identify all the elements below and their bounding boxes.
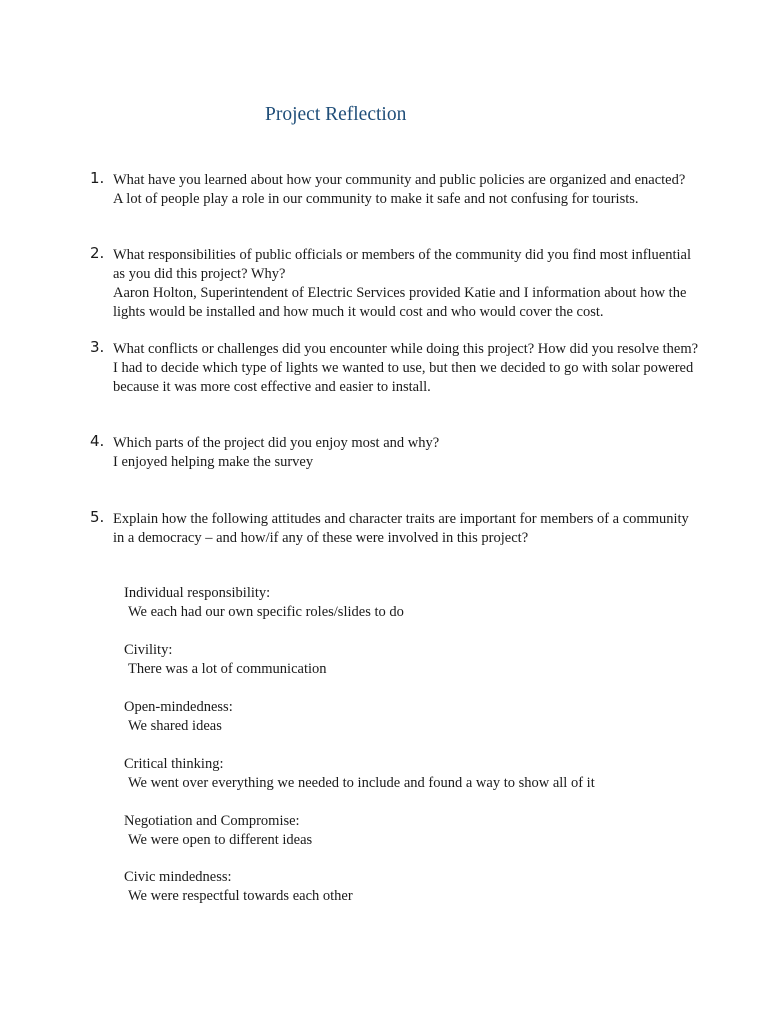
- trait-item-civility: [124, 641, 684, 679]
- question-item-3: [90, 338, 703, 397]
- question-text: What responsibilities of public officials or members of the community did you find most influential as you did this project? Why?: [113, 247, 692, 282]
- page-title: Project Reflection: [265, 104, 407, 125]
- trait-item-civic-mindedness: [124, 868, 684, 906]
- answer-text: Aaron Holton, Superintendent of Electric Services provided Katie and I information about how the lights would be installed and how much it would cost and who would cover the cost.: [113, 285, 687, 320]
- answer-text: I had to decide which type of lights we wanted to use, but then we decided to go with solar powered because it was more cost effective and easier to install.: [113, 360, 694, 395]
- question-item-5: [90, 508, 703, 548]
- trait-label: Open-mindedness:: [124, 699, 233, 715]
- question-text: What conflicts or challenges did you encounter while doing this project? How did you resolve them?: [113, 341, 699, 357]
- trait-label: Critical thinking:: [124, 756, 224, 772]
- trait-label: Civility:: [124, 642, 173, 658]
- trait-answer: We went over everything we needed to include and found a way to show all of it: [128, 775, 595, 791]
- list-number: 3.: [90, 338, 105, 356]
- trait-label: Civic mindedness:: [124, 869, 232, 885]
- list-number: 5.: [90, 508, 105, 526]
- question-item-4: [90, 432, 703, 472]
- trait-answer: We were open to different ideas: [128, 832, 313, 848]
- answer-text: I enjoyed helping make the survey: [113, 454, 314, 470]
- trait-item-critical-thinking: [124, 755, 684, 793]
- trait-item-individual-responsibility: [124, 584, 684, 622]
- question-item-2: [90, 244, 703, 322]
- trait-item-negotiation-compromise: [124, 812, 684, 850]
- trait-answer: We shared ideas: [128, 718, 222, 734]
- trait-answer: We each had our own specific roles/slides to do: [128, 604, 404, 620]
- list-number: 1.: [90, 169, 105, 187]
- question-text: Which parts of the project did you enjoy most and why?: [113, 435, 440, 451]
- trait-label: Individual responsibility:: [124, 585, 271, 601]
- question-text: What have you learned about how your community and public policies are organized and enacted?: [113, 172, 686, 188]
- question-item-1: [90, 169, 703, 209]
- trait-answer: We were respectful towards each other: [128, 888, 353, 904]
- list-number: 4.: [90, 432, 105, 450]
- trait-label: Negotiation and Compromise:: [124, 813, 300, 829]
- question-text: Explain how the following attitudes and character traits are important for members of a community in a democracy – and how/if any of these were involved in this project?: [113, 511, 689, 546]
- trait-answer: There was a lot of communication: [128, 661, 327, 677]
- trait-item-open-mindedness: [124, 698, 684, 736]
- list-number: 2.: [90, 244, 105, 262]
- answer-text: A lot of people play a role in our community to make it safe and not confusing for tourists.: [113, 191, 639, 207]
